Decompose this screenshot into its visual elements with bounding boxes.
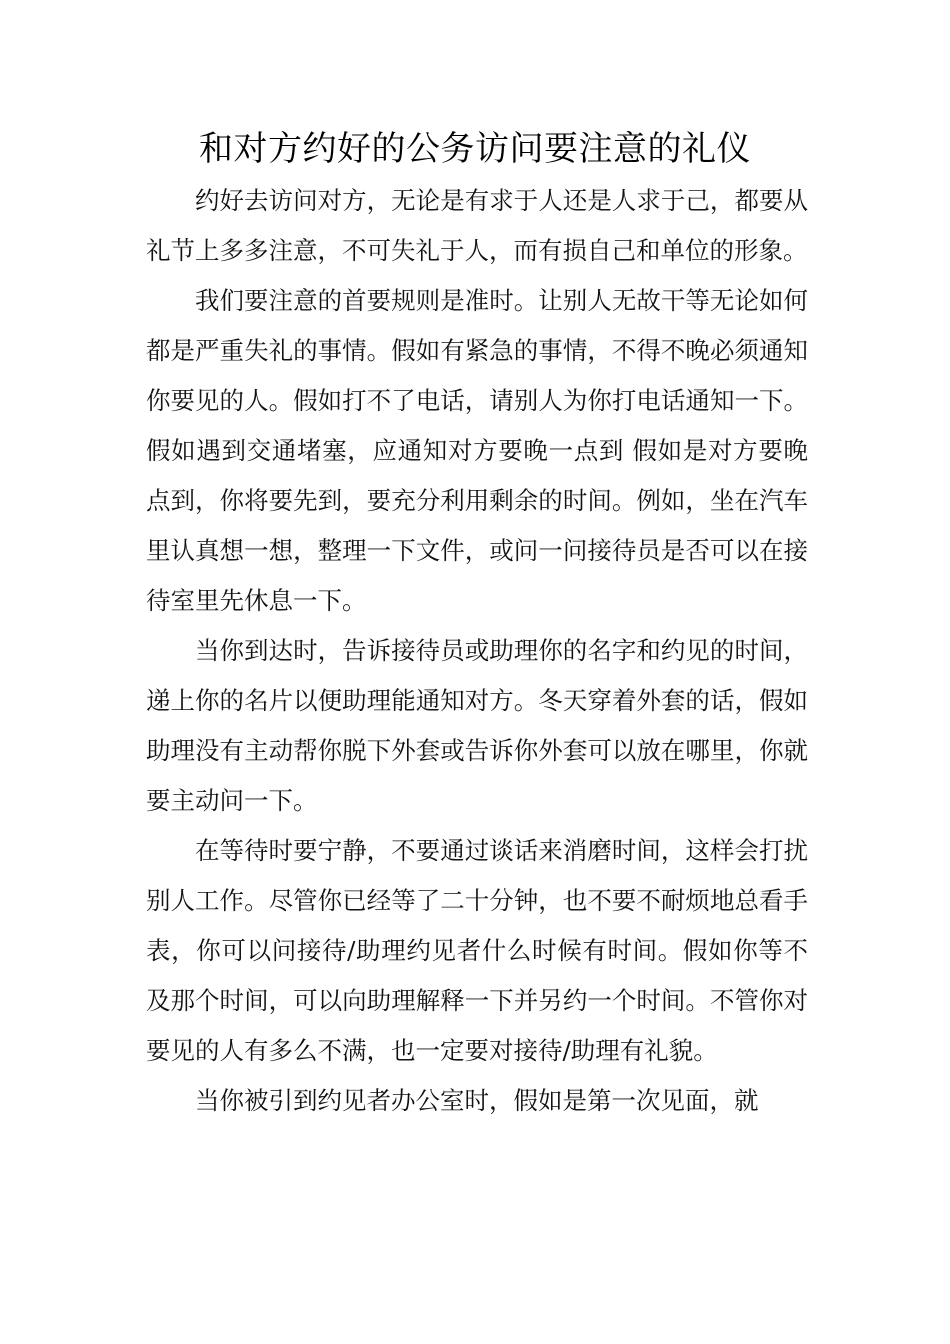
paragraph: 我们要注意的首要规则是准时。让别人无故干等无论如何都是严重失礼的事情。假如有紧急的事情，不得不晚必须通知你要见的人。假如打不了电话，请别人为你打电话通知一下。假如遇到交通堵塞，应通知对方要晚一点到 假如是对方要晚点到，你将要先到，要充分利用剩余的时间。例如，坐在汽车里认真想一想，整理一下文件，或问一问接待员是否可以在接待室里先休息一下。 [146, 286, 808, 615]
paragraph: 当你被引到约见者办公室时，假如是第一次见面，就 [195, 1086, 759, 1115]
paragraph: 在等待时要宁静，不要通过谈话来消磨时间，这样会打扰别人工作。尽管你已经等了二十分钟，也不要不耐烦地总看手表，你可以问接待/助理约见者什么时候有时间。假如你等不及那个时间，可以向助理解释一下并另约一个时间。不管你对要见的人有多么不满，也一定要对接待/助理有礼貌。 [146, 836, 808, 1065]
paragraph: 当你到达时，告诉接待员或助理你的名字和约见的时间，递上你的名片以便助理能通知对方。冬天穿着外套的话，假如助理没有主动帮你脱下外套或告诉你外套可以放在哪里，你就要主动问一下。 [146, 636, 808, 815]
paragraph: 约好去访问对方，无论是有求于人还是人求于己，都要从礼节上多多注意，不可失礼于人，而有损自己和单位的形象。 [146, 186, 808, 265]
document-body [146, 176, 808, 1126]
document-title: 和对方约好的公务访问要注意的礼仪 [199, 129, 751, 169]
